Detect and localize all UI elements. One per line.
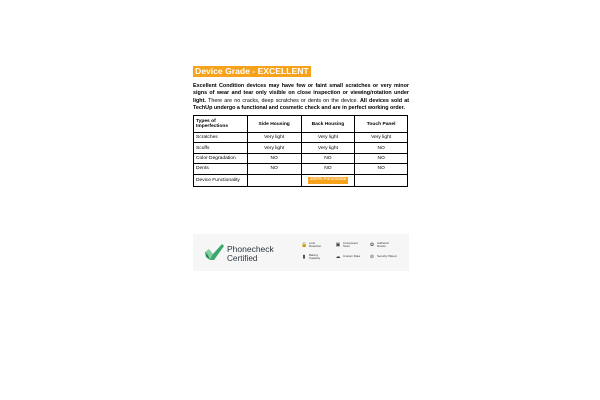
table-cell: NO	[247, 164, 301, 174]
phonecheck-brand	[227, 245, 274, 263]
device-grade-heading: Device Grade - EXCELLENT	[195, 66, 309, 76]
table-cell-empty	[247, 174, 301, 187]
feature-label: Authentic Device	[377, 241, 390, 249]
functional-badge: 100% Functional	[309, 177, 347, 183]
phonecheck-certified-banner	[193, 234, 409, 271]
table-header-row	[194, 116, 408, 133]
brand-name: Phonecheck	[227, 244, 274, 254]
functionality-label: Device Functionality	[194, 174, 248, 187]
phonecheck-check-logo-icon	[204, 243, 224, 261]
feature-component-scan	[335, 242, 363, 248]
table-cell: NO	[355, 143, 408, 153]
description-bold-2: All devices sold at TechUp undergo a functional and cosmetic check and are in perfect working order.	[193, 97, 409, 111]
feature-label: Custom Data	[343, 254, 360, 259]
lock-icon: 🔒	[301, 242, 308, 249]
table-row	[194, 133, 408, 143]
description-normal: There are no cracks, deep scratches or dents on the device.	[208, 97, 359, 104]
feature-label: Component Scan	[343, 241, 358, 249]
table-cell: NO	[301, 153, 355, 163]
grade-description	[193, 83, 409, 112]
row-label: Scuffs	[194, 143, 248, 153]
table-cell: NO	[355, 164, 408, 174]
feature-label: Security Wiped	[377, 254, 397, 259]
header-cell-touch: Touch Panel	[355, 116, 408, 133]
brand-sub: Certified	[227, 254, 258, 263]
header-cell-back: Back Housing	[301, 116, 355, 133]
feature-custom-data	[335, 254, 363, 260]
table-cell: NO	[301, 164, 355, 174]
feature-lock-detection	[301, 242, 327, 248]
table-row	[194, 153, 408, 163]
row-label: Color Degradation	[194, 153, 248, 163]
imperfections-table	[193, 115, 408, 187]
table-cell: NO	[355, 153, 408, 163]
cloud-icon: ☁	[335, 254, 341, 260]
table-cell: Very light	[247, 143, 301, 153]
seal-icon: ✿	[369, 242, 375, 249]
blocked-icon: ⊘	[369, 254, 375, 260]
header-cell-types: Types of Imperfections	[194, 116, 248, 133]
feature-battery-capacity	[301, 254, 327, 260]
table-row	[194, 164, 408, 174]
feature-label: Battery Capacity	[309, 253, 321, 261]
description-bold: Excellent Condition devices may have few or faint small scratches or very minor signs of wear and tear only visible on close inspection or viewing/rotation under light.	[193, 83, 409, 104]
table-cell: NO	[247, 153, 301, 163]
functionality-row	[194, 174, 408, 187]
feature-label: Lock Detection	[309, 241, 322, 249]
chip-icon: ▣	[335, 242, 341, 249]
row-label: Scratches	[194, 133, 248, 143]
row-label: Dents	[194, 164, 248, 174]
table-cell: Very light	[355, 133, 408, 143]
header-cell-side: Side Housing	[247, 116, 301, 133]
table-cell-empty	[355, 174, 408, 187]
table-row	[194, 143, 408, 153]
battery-icon: ▮	[302, 254, 306, 261]
functionality-cell	[301, 174, 355, 187]
feature-security-wiped	[369, 254, 397, 260]
table-cell: Very light	[301, 143, 355, 153]
table-cell: Very light	[247, 133, 301, 143]
table-cell: Very light	[301, 133, 355, 143]
feature-authentic-device	[369, 242, 397, 248]
